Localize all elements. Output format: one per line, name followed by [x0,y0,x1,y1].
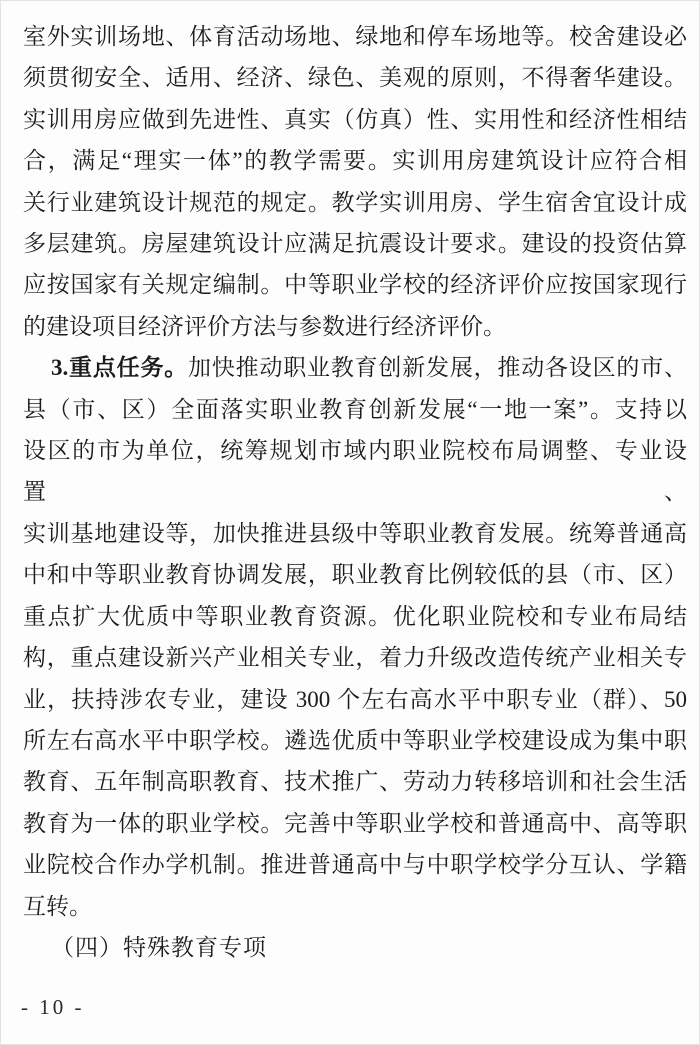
body-line-text: 加快推动职业教育创新发展，推动各设区的市、 [188,355,688,381]
section-heading: （四）特殊教育专项 [51,934,267,960]
body-line: 构，重点建设新兴产业相关专业，着力升级改造传统产业相关专 [23,645,687,671]
body-line: 县（市、区）全面落实职业教育创新发展“一地一案”。支持以 [23,396,687,422]
paragraph-1 [23,16,687,347]
body-line: 互转。 [23,893,92,919]
body-line: 的建设项目经济评价方法与参数进行经济评价。 [23,313,506,339]
body-line: 业院校合作办学机制。推进普通高中与中职学校学分互认、学籍 [23,852,687,878]
body-line [23,347,687,388]
paragraph-2 [23,347,687,927]
body-line: 须贯彻安全、适用、经济、绿色、美观的原则，不得奢华建设。 [23,65,687,91]
body-line: 多层建筑。房屋建筑设计应满足抗震设计要求。建设的投资估算 [23,231,687,257]
body-line: 关行业建筑设计规范的规定。教学实训用房、学生宿舍宜设计成 [23,189,687,215]
body-line: 室外实训场地、体育活动场地、绿地和停车场地等。校舍建设必 [23,24,687,49]
body-line: 业，扶持涉农专业，建设 300 个左右高水平中职专业（群）、50 [23,686,687,712]
page-number: - 10 - [21,995,85,1019]
body-line: 合，满足“理实一体”的教学需要。实训用房建筑设计应符合相 [23,148,687,174]
body-line: 应按国家有关规定编制。中等职业学校的经济评价应按国家现行 [23,272,687,298]
body-line: 所左右高水平中职学校。遴选优质中等职业学校建设成为集中职 [23,727,687,753]
body-line: 设区的市为单位，统筹规划市域内职业院校布局调整、专业设置、 [23,438,687,505]
body-line: 教育、五年制高职教育、技术推广、劳动力转移培训和社会生活 [23,769,687,795]
body-line: 实训基地建设等，加快推进县级中等职业教育发展。统筹普通高 [23,520,687,546]
body-line: 实训用房应做到先进性、真实（仿真）性、实用性和经济性相结 [23,106,687,132]
document-body [23,16,687,968]
body-line: 教育为一体的职业学校。完善中等职业学校和普通高中、高等职 [23,810,687,836]
paragraph-3 [23,927,687,968]
body-line: 重点扩大优质中等职业教育资源。优化职业院校和专业布局结 [23,603,687,629]
list-item-number-heading: 3.重点任务。 [51,355,189,381]
body-line: 中和中等职业教育协调发展，职业教育比例较低的县（市、区） [23,562,687,588]
